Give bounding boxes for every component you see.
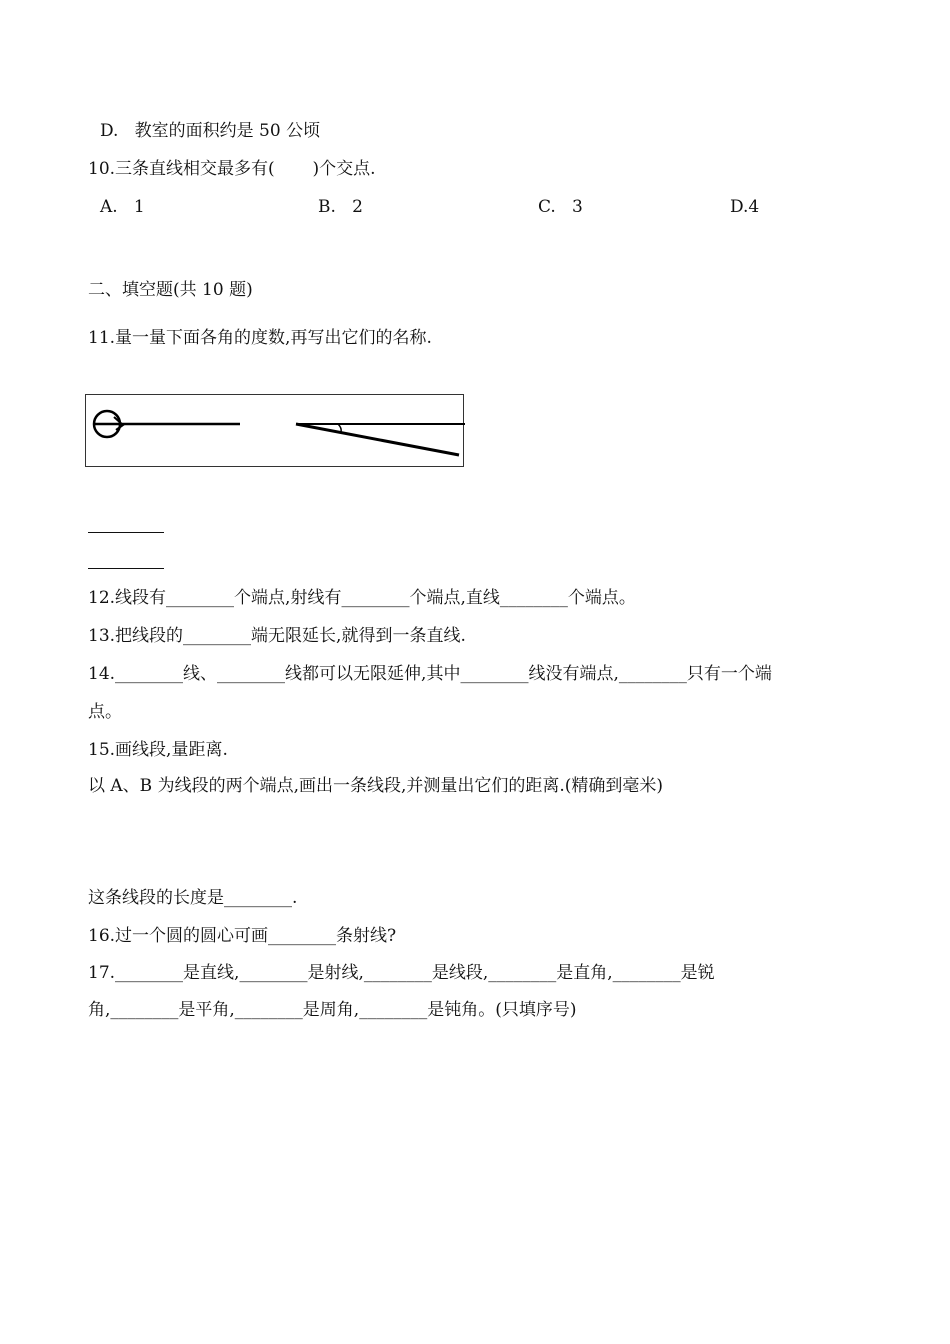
q10-option-c: C. 3 — [538, 197, 583, 217]
q14-line1: 14.________线、________线都可以无限延伸,其中________线没有端点,________只有一个端 — [88, 664, 772, 684]
q11-answer-blank-1[interactable] — [88, 532, 164, 533]
q10-option-a: A. 1 — [100, 197, 145, 217]
section-title: 二、填空题(共 10 题) — [88, 280, 253, 300]
q9-option-d: D. 教室的面积约是 50 公顷 — [100, 121, 321, 141]
q10-option-b: B. 2 — [318, 197, 363, 217]
q15-answer-line: 这条线段的长度是________. — [88, 888, 298, 908]
q10-option-d: D.4 — [730, 197, 760, 217]
q11-answer-blank-2[interactable] — [88, 568, 164, 569]
angle-diagram — [86, 395, 465, 468]
angle-figure — [85, 394, 464, 467]
q17-line1: 17.________是直线,________是射线,________是线段,________是直角,________是锐 — [88, 963, 715, 983]
q15-stem: 15.画线段,量距离. — [88, 740, 228, 760]
q12-text: 12.线段有________个端点,射线有________个端点,直线________个端点。 — [88, 588, 636, 608]
q14-line2: 点。 — [88, 702, 122, 722]
q16-text: 16.过一个圆的圆心可画________条射线? — [88, 926, 397, 946]
q10-stem: 10.三条直线相交最多有( )个交点. — [88, 159, 376, 179]
acute-angle-ray-bottom — [296, 424, 459, 455]
q11-stem: 11.量一量下面各角的度数,再写出它们的名称. — [88, 328, 432, 348]
q13-text: 13.把线段的________端无限延长,就得到一条直线. — [88, 626, 466, 646]
q17-line2: 角,________是平角,________是周角,________是钝角。(只填序号) — [88, 1000, 577, 1020]
q15-instruction: 以 A、B 为线段的两个端点,画出一条线段,并测量出它们的距离.(精确到毫米) — [88, 776, 664, 796]
